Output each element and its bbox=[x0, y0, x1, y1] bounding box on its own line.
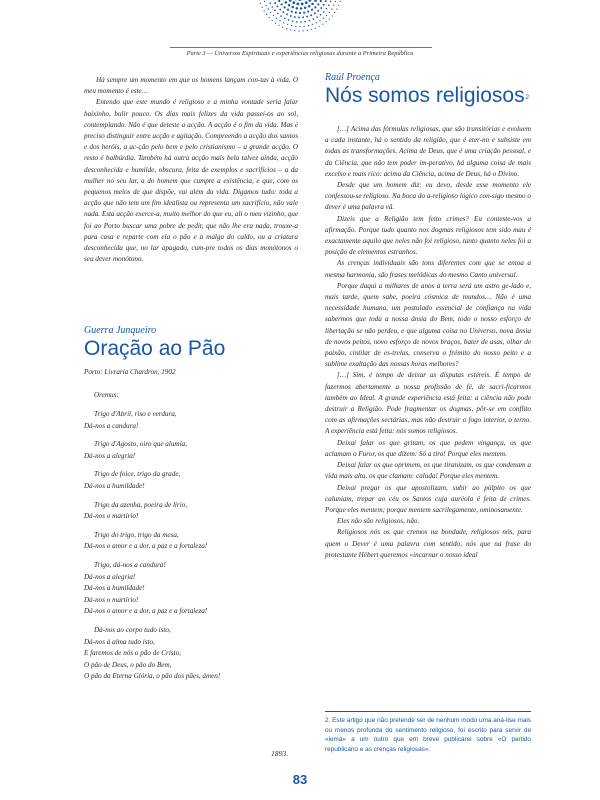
page-number: 83 bbox=[292, 772, 308, 787]
poem-line: Dá-nos a alegria! bbox=[84, 572, 136, 581]
article-paragraph: […] Sim, é tempo de deixar as disputas estéreis. É tempo de fazermos abertamente a nossa profissão de fé, de sacri-ficarmos também ao Ideal. A grande experiência está feita: a ciência não pode destruir a Religião. Pode fragmentar os dogmas, pôr-se em conflito com as afirmações sectárias, mas não destruir o fogo interior, o terno. A experiência está feita: nós somos religiosos. bbox=[325, 371, 531, 436]
header-rule bbox=[170, 47, 432, 48]
article-paragraph: […] Acima das fórmulas religiosas, que são transitórias e evoluem a cada instante, há o sentido da religião, que é eter-no e subsiste em todas as transformações. Acima de Deus, que é uma criação pessoal, e da Ciência, que não tem poder im-perativo, há alguma coisa de mais excelso e mais rico: acima da Ciência, acima de Deus, há o Divino. bbox=[325, 125, 531, 178]
poem-date: 1893. bbox=[271, 749, 289, 758]
left-column bbox=[84, 75, 298, 683]
poem-line: O pão de Deus, o pão do Bem, bbox=[84, 660, 172, 669]
article-paragraph: Deixai pregar os que apostolizam, subir ao púlpito os que caluniam, trepar ao céu os Santos cuja auréola é feita de crimes. Porque eles mentem; porque mentem sacrilegamente, ominosamente. bbox=[325, 483, 531, 514]
poem-line: Dá-nos ao corpo tudo isto, bbox=[94, 625, 171, 634]
article-body bbox=[325, 124, 531, 561]
article-author: Raúl Proença bbox=[325, 72, 380, 83]
article-paragraph: As crenças individuais são tons diferentes com que se entoa a mesma harmonia, são frases melódicas do mesmo Canto universal. bbox=[325, 259, 531, 279]
poem-line: Dá-nos o martírio! bbox=[84, 595, 139, 604]
intro-paragraph-1: Há sempre um momento em que os homens lançam con-tas à vida. O meu momento é este… bbox=[84, 76, 298, 96]
poem-line: Trigo da azenha, poeira de lírio, bbox=[94, 500, 188, 509]
footnote-rule bbox=[325, 711, 531, 712]
article-paragraph: Desde que um homem diz: eu devo, desde esse momento ele confessou-se religioso. Na boca do a-religioso lógico con-sigo mesmo o dever é uma palavra vã. bbox=[325, 181, 531, 212]
poem-line: Dá-nos o amor e a dor, a paz e a fortaleza! bbox=[84, 607, 208, 616]
poem-line: Trigo d'Agosto, oiro que alumia, bbox=[94, 440, 187, 449]
poem-line: Dá-nos à alma tudo isto, bbox=[84, 637, 155, 646]
poem-line: Dá-nos a candura! bbox=[84, 421, 139, 430]
footnote-text: 2. Este artigo que não pretende ser de nenhum modo uma aná-lise mais ou menos profunda do sentimento religioso, foi escrito para servir de «lema» a um outro que em breve publicarei sobre «O partido republicano e as crenças religiosas». bbox=[325, 717, 531, 753]
right-column bbox=[325, 72, 531, 561]
article-paragraph: Dizeis que a Religião tem feito crimes? Eu conteste-vos a afirmação. Porque tudo quanto nos dogmas religiosos tem sido mau é exactamente aquilo que neles não foi religioso, tanto quanto neles foi a posição de elementos estranhos. bbox=[325, 214, 531, 257]
poem-line: E faremos de nós o pão de Cristo, bbox=[84, 649, 181, 658]
poem-line: Trigo, dá-nos a candura! bbox=[94, 560, 166, 569]
poem-line: Oremus: bbox=[94, 391, 119, 400]
poem-line: O pão da Eterna Glória, o pão dos pães, ámen! bbox=[84, 672, 221, 681]
poem-imprint: Porto: Livraria Chardron, 1902 bbox=[84, 368, 176, 377]
poem-line: Dá-nos a alegria! bbox=[84, 451, 136, 460]
poem-line: Dá-nos a humildade! bbox=[84, 482, 145, 491]
running-head: Parte 3 — Universos Espirituais e experiências religiosas durante a Primeira República bbox=[186, 50, 414, 57]
article-paragraph: Porque daqui a milhares de anos a terra será um astro ge-lado e, mais tarde, quem sabe, poeira cósmica de mundos… Não é uma necessidade humana, um postulado essencial de confiança na vida sabermos que toda a nossa ânsia do Bem, todo o nosso esforço de libertação se não perdeu, e que alguma coisa no Universo, nova ânsia de novos peitos, novo esforço de novos braços, bater de asas, olhar de paixão, cintilar de es-trelas, conserva o frémito do nosso peito e a sublime exaltação das nossas horas melhores? bbox=[325, 281, 531, 369]
article-title bbox=[325, 84, 531, 108]
article-paragraph: Eles não são religiosos, não. bbox=[337, 517, 420, 526]
article-title-text: Nós somos religiosos bbox=[325, 84, 525, 107]
article-paragraph: Deixai falar os que oprimem, os que tiranizam, os que condenam a vida mais alta, os que clamam: caluda! Porque eles mentem. bbox=[325, 461, 531, 481]
poem-line: Trigo d'Abril, riso e verdura, bbox=[94, 410, 177, 419]
poem-line: Dá-nos o martírio! bbox=[84, 512, 139, 521]
dot-emblem-logo bbox=[255, 0, 345, 34]
poem-line: Dá-nos a humildade! bbox=[84, 584, 145, 593]
poem-title: Oração ao Pão bbox=[84, 337, 226, 361]
poem-line: Trigo do trigo, trigo da mesa, bbox=[94, 530, 179, 539]
poem-line: Trigo de foice, trigo da grade, bbox=[94, 470, 181, 479]
intro-paragraph-2: Entendo que este mundo é religioso e a minha vontade seria falar baixinho, bulir pouco. Os dias mais felizes da vida passei-os ao sol, contemplando. Não é que deteste a acção. A acção é o fim da vida. Mas é preciso distinguir entre acção e agitação. Compreendo a acção dos santos e dos heróis, a ac-ção pelo bem e pelo cristianismo – a grande acção. O resto é balbúrdia. Também há outra acção mais bela talvez ainda, acção desconhecida e humilde, obscura, feita de exemplos e sacrifícios – a da mulher no seu lar, a do homem que cumpre a existência, e que, com os pequenos meios de que dispõe, vai além da vida. Digamos tudo: toda a acção que não tem um fim idealista ou representa um sacrifício, não vale nada. Esta acção exerce-a, muito melhor do que eu, ali o meu vizinho, que foi ao Porto buscar uma pobre de pedir, que não lhe era nada, trouxe-a para casa e reparte com ela o pão e a malga do caldo, ou a criatura desconhecida que, no lar apagado, cum-pre todos os dias monótonos o seu dever monótono. bbox=[84, 98, 298, 264]
article-paragraph: Deixai falar os que gritam, os que pedem vingança, os que aclamam o Furor, os que dizem: Só a tiro! Porque eles mentem. bbox=[325, 438, 531, 458]
poem-author: Guerra Junqueiro bbox=[84, 325, 157, 337]
footnote-marker: 2 bbox=[525, 95, 529, 101]
poem-line: Dá-nos o amor e a dor, a paz e a fortaleza! bbox=[84, 542, 208, 551]
poem-body bbox=[84, 390, 298, 682]
article-paragraph: Religiosos nós os que cremos na bondade, religiosos nós, para quem o Dever é uma palavra com sentido, nós que na frase do protestante Hébert queremos «incarnar o nosso ideal bbox=[325, 528, 531, 559]
